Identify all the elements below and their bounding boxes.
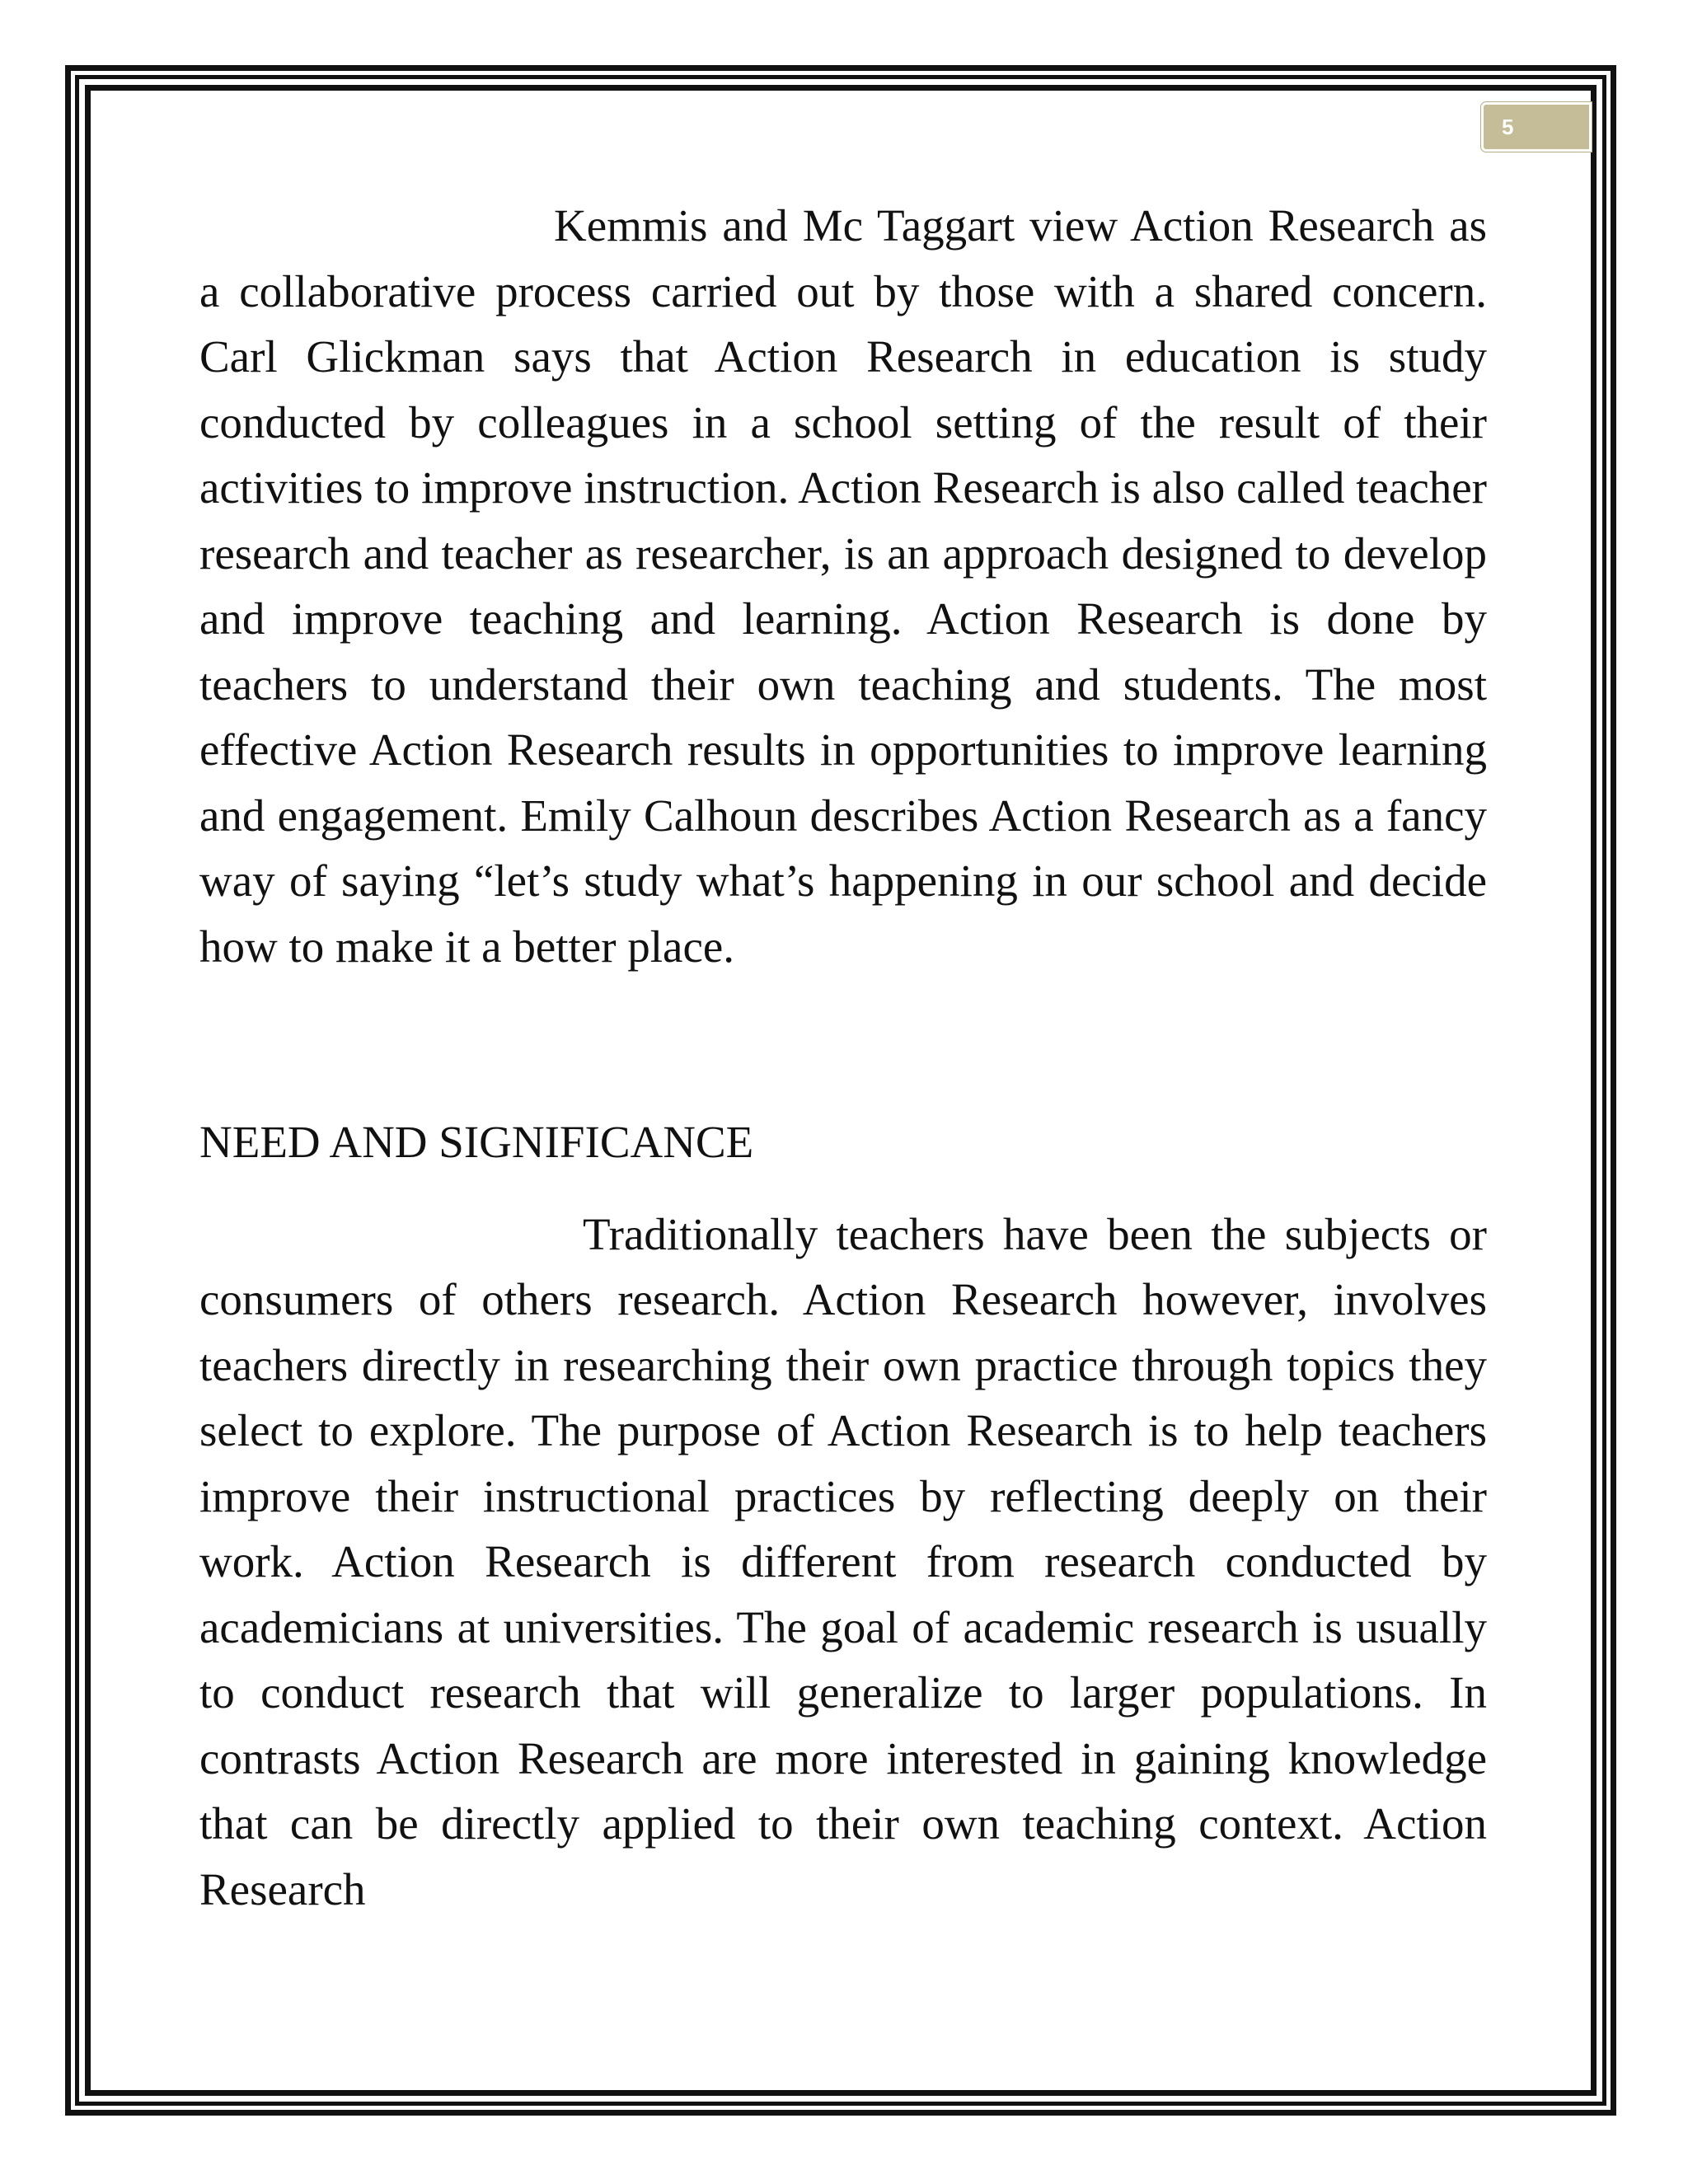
- page-content: [199, 193, 1487, 1922]
- paragraph-action-research-definitions: Kemmis and Mc Taggart view Action Research as a collaborative process carried out by those with a shared concern. Carl Glickman says that Action Research in education is study conducted by colleagues in a school setting of the result of their activities to improve instruction. Action Research is also called teacher research and teacher as researcher, is an approach designed to develop and improve teaching and learning. Action Research is done by teachers to understand their own teaching and students. The most effective Action Research results in opportunities to improve learning and engagement. Emily Calhoun describes Action Research as a fancy way of saying “let’s study what’s happening in our school and decide how to make it a better place.: [199, 200, 1487, 972]
- page-number: 5: [1502, 115, 1514, 139]
- page-number-tab: [1481, 102, 1592, 152]
- section-heading: NEED AND SIGNIFICANCE: [199, 1117, 754, 1167]
- paragraph-need-and-significance: Traditionally teachers have been the subjects or consumers of others research. Action Research however, involves teachers directly in researching their own practice through topics they select to explore. The purpose of Action Research is to help teachers improve their instructional practices by reflecting deeply on their work. Action Research is different from research conducted by academicians at universities. The goal of academic research is usually to conduct research that will generalize to larger populations. In contrasts Action Research are more interested in gaining knowledge that can be directly applied to their own teaching context. Action Research: [199, 1208, 1487, 1915]
